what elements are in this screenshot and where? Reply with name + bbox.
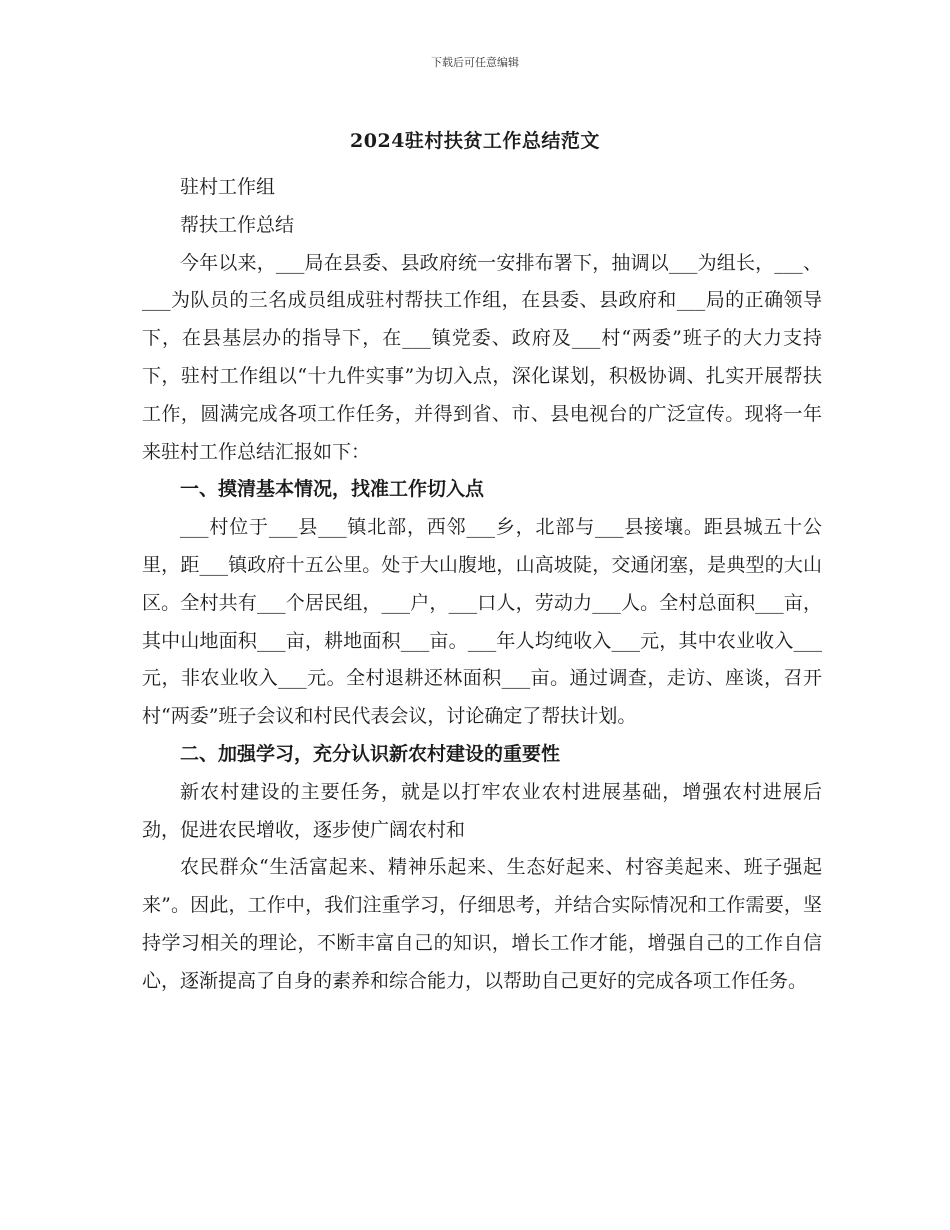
paragraph: 农民群众“生活富起来、精神乐起来、生态好起来、村容美起来、班子强起来”。因此，工作中，我们注重学习，仔细思考，并结合实际情况和工作需要，坚持学习相关的理论，不断丰富自己的知识，增长工作才能，增强自己的工作自信心，逐渐提高了自身的素养和综合能力，以帮助自己更好的完成各项工作任务。 xyxy=(142,856,822,992)
paragraph: 今年以来，___局在县委、县政府统一安排布署下，抽调以___为组长，___、___为队员的三名成员组成驻村帮扶工作组，在县委、县政府和___局的正确领导下，在县基层办的指导下，在___镇党委、政府及___村“两委”班子的大力支持下，驻村工作组以“十九件实事”为切入点，深化谋划，积极协调、扎实开展帮扶工作，圆满完成各项工作任务，并得到省、市、县电视台的广泛宣传。现将一年来驻村工作总结汇报如下： xyxy=(142,251,822,463)
paragraph: 帮扶工作总结 xyxy=(180,213,295,236)
document-title: 2024驻村扶贫工作总结范文 xyxy=(350,130,600,152)
header-note: 下载后可任意编辑 xyxy=(431,56,519,69)
section-heading: 一、摸清基本情况，找准工作切入点 xyxy=(180,478,485,501)
paragraph: ___村位于___县___镇北部，西邻___乡，北部与___县接壤。距县城五十公里，距___镇政府十五公里。处于大山腹地，山高坡陡，交通闭塞，是典型的大山区。全村共有___个居民组，___户，___口人，劳动力___人。全村总面积___亩，其中山地面积___亩，耕地面积___亩。___年人均纯收入___元，其中农业收入___元，非农业收入___元。全村退耕还林面积___亩。通过调查，走访、座谈，召开村“两委”班子会议和村民代表会议，讨论确定了帮扶计划。 xyxy=(142,516,822,728)
section-heading: 二、加强学习，充分认识新农村建设的重要性 xyxy=(180,742,561,765)
paragraph: 新农村建设的主要任务，就是以打牢农业农村进展基础，增强农村进展后劲，促进农民增收，逐步使广阔农村和 xyxy=(142,780,822,841)
paragraph: 驻村工作组 xyxy=(180,176,276,198)
document-body xyxy=(142,169,822,1001)
